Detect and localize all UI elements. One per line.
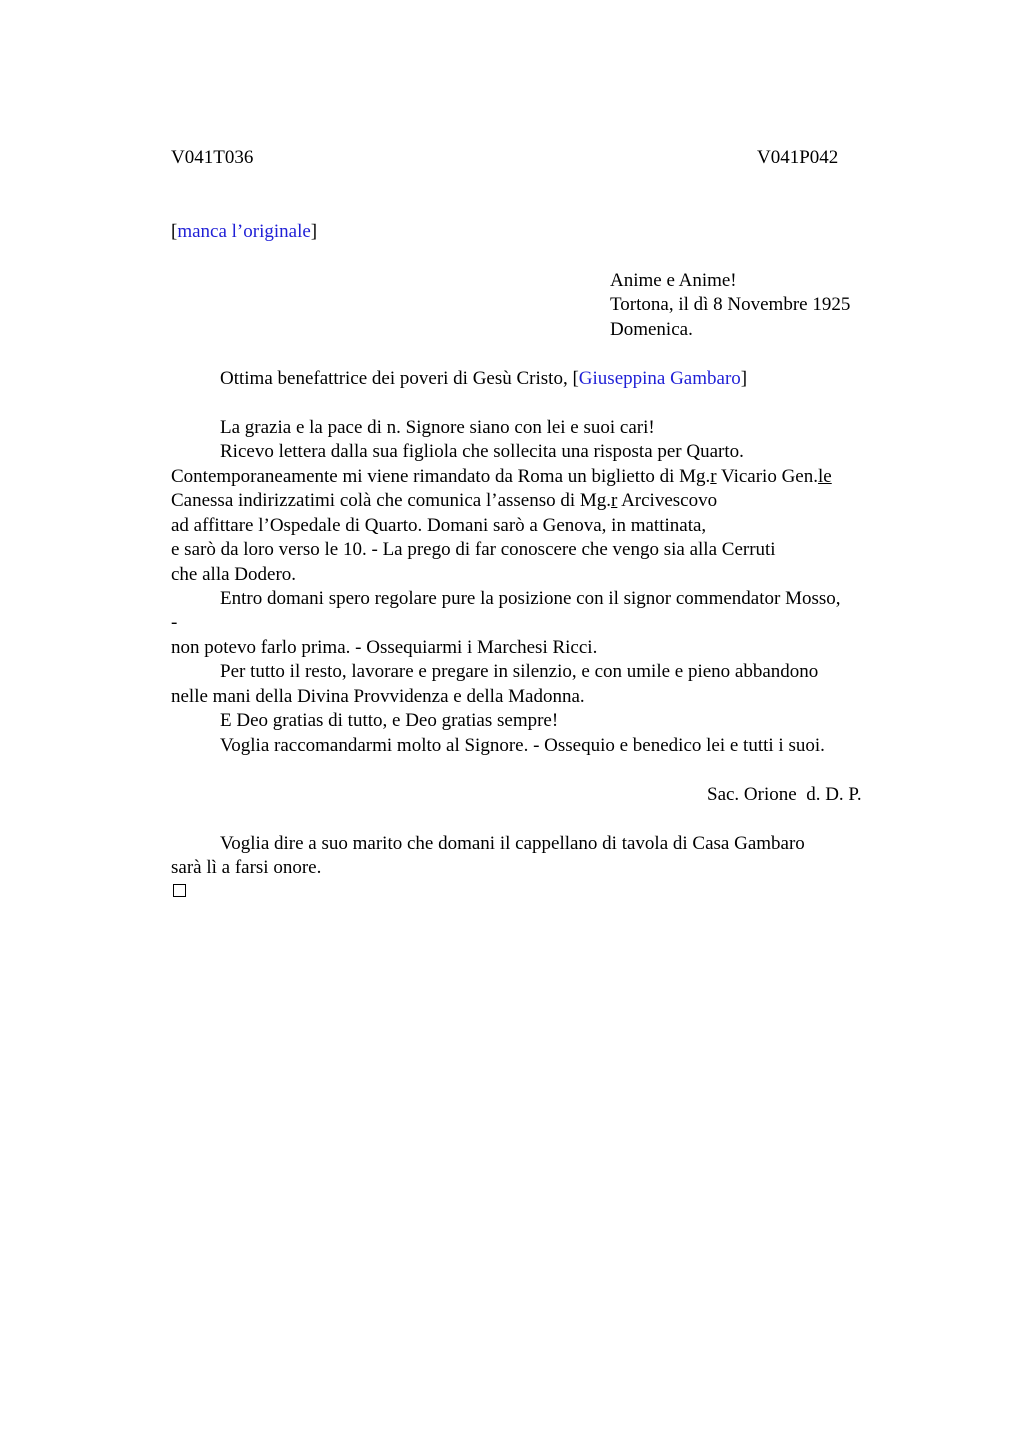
postscript-line: sarà lì a farsi onore. [171,857,322,878]
document-code-right: V041P042 [757,147,839,168]
body-line: che alla Dodero. [171,564,297,585]
document-code-left: V041T036 [171,147,254,168]
heading-line-1: Anime e Anime! [610,270,737,291]
note-link[interactable]: manca l’originale [177,221,311,242]
body-text: Arcivescovo [617,490,718,511]
body-line [171,489,717,513]
abbrev-superscript: r [710,466,717,487]
body-line: - [171,612,178,633]
salutation [220,367,747,391]
signature: Sac. Orione d. D. P. [707,784,862,805]
salutation-close-bracket: ] [740,368,748,389]
abbrev-superscript: r [611,490,618,511]
body-line: Entro domani spero regolare pure la posizione con il signor commendator Mosso, [220,588,841,609]
body-line: ad affittare l’Ospedale di Quarto. Domani sarò a Genova, in mattinata, [171,515,707,536]
end-marker-checkbox-icon [173,884,186,897]
recipient-name-link[interactable]: Giuseppina Gambaro [578,368,741,389]
original-missing-note [171,220,317,244]
body-line: E Deo gratias di tutto, e Deo gratias sempre! [220,710,559,731]
note-open-bracket: [ [171,221,178,242]
heading-place-date: Tortona, il dì 8 Novembre 1925 [610,294,851,315]
postscript-line: Voglia dire a suo marito che domani il cappellano di tavola di Casa Gambaro [220,833,805,854]
body-text: Vicario Gen. [716,466,818,487]
body-line [171,465,832,489]
body-line: Ricevo lettera dalla sua figliola che sollecita una risposta per Quarto. [220,441,744,462]
body-line: Voglia raccomandarmi molto al Signore. - Ossequio e benedico lei e tutti i suoi. [220,735,825,756]
body-line: La grazia e la pace di n. Signore siano con lei e suoi cari! [220,417,655,438]
body-line: non potevo farlo prima. - Ossequiarmi i Marchesi Ricci. [171,637,598,658]
body-text: Contemporaneamente mi viene rimandato da Roma un biglietto di Mg. [171,466,711,487]
body-line: e sarò da loro verso le 10. - La prego di far conoscere che vengo sia alla Cerruti [171,539,776,560]
note-close-bracket: ] [310,221,318,242]
body-line: nelle mani della Divina Provvidenza e della Madonna. [171,686,585,707]
body-line: Per tutto il resto, lavorare e pregare in silenzio, e con umile e pieno abbandono [220,661,819,682]
salutation-text: Ottima benefattrice dei poveri di Gesù Cristo, [ [220,368,579,389]
abbrev-superscript: le [818,466,832,487]
body-text: Canessa indirizzatimi colà che comunica l’assenso di Mg. [171,490,612,511]
heading-weekday: Domenica. [610,319,693,340]
